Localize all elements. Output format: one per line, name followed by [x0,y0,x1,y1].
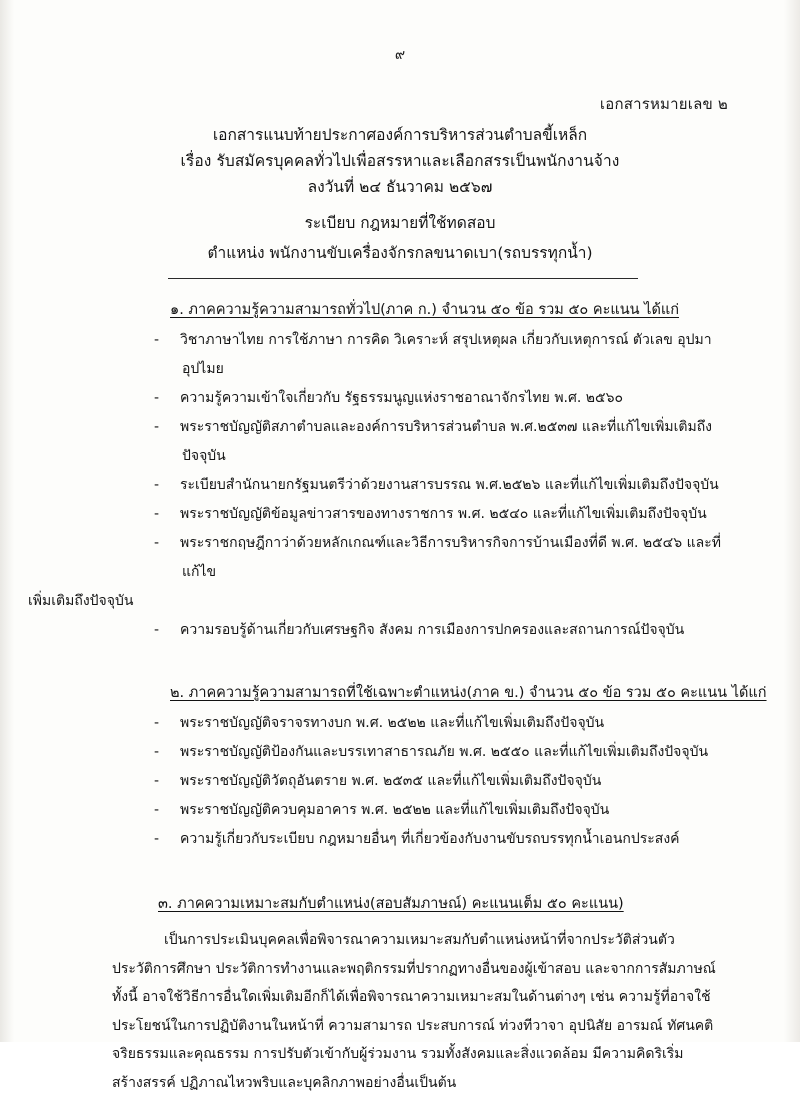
list-item-text: ความรอบรู้ด้านเกี่ยวกับเศรษฐกิจ สังคม การเมืองการปกครองและสถานการณ์ปัจจุบัน [180,622,685,638]
list-item-text: พระราชกฤษฎีกาว่าด้วยหลักเกณฑ์และวิธีการบริหารกิจการบ้านเมืองที่ดี พ.ศ. ๒๕๔๖ และที่แก้ไข [180,535,721,580]
bullet-dash: - [154,332,160,348]
list-item [98,796,738,825]
list-item-text: ความรู้เกี่ยวกับระเบียบ กฎหมายอื่นๆ ที่เกี่ยวข้องกับงานขับรถบรรทุกน้ำเอนกประสงค์ [180,831,680,847]
bullet-dash: - [154,622,160,638]
bullet-dash: - [154,535,160,551]
list-item-text: พระราชบัญญัติป้องกันและบรรเทาสาธารณภัย พ.ศ. ๒๕๕๐ และที่แก้ไขเพิ่มเติมถึงปัจจุบัน [180,744,709,760]
list-item [98,767,738,796]
bullet-dash: - [154,831,160,847]
list-item-text: พระราชบัญญัติจราจรทางบก พ.ศ. ๒๕๒๒ และที่แก้ไขเพิ่มเติมถึงปัจจุบัน [180,715,605,731]
bullet-dash: - [154,506,160,522]
list-item [98,529,738,587]
list-item-text: พระราชบัญญัติสภาตำบลและองค์การบริหารส่วนตำบล พ.ศ.๒๕๓๗ และที่แก้ไขเพิ่มเติมถึงปัจจุบัน [180,419,712,464]
list-item-text: พระราชบัญญัติข้อมูลข่าวสารของทางราชการ พ.ศ. ๒๕๔๐ และที่แก้ไขเพิ่มเติมถึงปัจจุบัน [180,506,707,522]
section-heading-2: ๒. ภาคความรู้ความสามารถที่ใช้เฉพาะตำแหน่ง(ภาค ข.) จำนวน ๕๐ ข้อ รวม ๕๐ คะแนน ได้แก่ [170,685,767,701]
document-code: เอกสารหมายเลข ๒ [599,95,728,113]
bullet-dash: - [154,773,160,789]
list-item [98,471,738,500]
section-3-paragraph: เป็นการประเมินบุคคลเพื่อพิจารณาความเหมาะสมกับตำแหน่งหน้าที่จากประวัติส่วนตัว ประวัติการศึกษา ประวัติการทำงานและพฤติกรรมที่ปรากฏทางอื่นของผู้เข้าสอบ และจากการสัมภาษณ์ ทั้งนี้ อาจใช้วิธีการอื่นใดเพิ่มเติมอีกก็ได้เพื่อพิจารณาความเหมาะสมในด้านต่างๆ เช่น ความรู้ที่อาจใช้ประโยชน์ในการปฏิบัติงานในหน้าที่ ความสามารถ ประสบการณ์ ท่วงทีวาจา อุปนิสัย อารมณ์ ทัศนคติ จริยธรรมและคุณธรรม การปรับตัวเข้ากับผู้ร่วมงาน รวมทั้งสังคมและสิ่งแวดล้อม มีความคิดริเริ่มสร้างสรรค์ ปฏิภาณไหวพริบและบุคลิกภาพอย่างอื่นเป็นต้น [112,932,716,1091]
bullet-dash: - [154,715,160,731]
list-item [98,500,738,529]
list-item [98,384,738,413]
list-item [98,709,738,738]
document-subtitle [0,208,800,268]
list-item-text: พระราชบัญญัติควบคุมอาคาร พ.ศ. ๒๕๒๒ และที่แก้ไขเพิ่มเติมถึงปัจจุบัน [180,802,610,818]
section-1-list [98,326,738,587]
section-1-list-tail [98,616,738,645]
document-body [28,296,767,1097]
section-2-list [98,709,738,854]
subtitle-line-2: ตำแหน่ง พนักงานขับเครื่องจักรกลขนาดเบา(รถบรรทุกน้ำ) [207,244,593,262]
list-item-text: วิชาภาษาไทย การใช้ภาษา การคิด วิเคราะห์ สรุปเหตุผล เกี่ยวกับเหตุการณ์ ตัวเลข อุปมาอุปไมย [180,332,712,377]
list-item [98,738,738,767]
title-line-2: เรื่อง รับสมัครบุคคลทั่วไปเพื่อสรรหาและเลือกสรรเป็นพนักงานจ้าง [180,152,620,170]
list-item [98,825,738,854]
bullet-dash: - [154,744,160,760]
list-item [98,413,738,471]
list-item-text: ความรู้ความเข้าใจเกี่ยวกับ รัฐธรรมนูญแห่งราชอาณาจักรไทย พ.ศ. ๒๕๖๐ [180,390,624,406]
title-line-1: เอกสารแนบท้ายประกาศองค์การบริหารส่วนตำบลขี้เหล็ก [212,126,588,144]
bullet-dash: - [154,477,160,493]
section-heading-1: ๑. ภาคความรู้ความสามารถทั่วไป(ภาค ก.) จำนวน ๕๐ ข้อ รวม ๕๐ คะแนน ได้แก่ [170,302,679,318]
title-line-3: ลงวันที่ ๒๔ ธันวาคม ๒๕๖๗ [307,178,493,196]
list-item-text: ระเบียบสำนักนายกรัฐมนตรีว่าด้วยงานสารบรรณ พ.ศ.๒๕๒๖ และที่แก้ไขเพิ่มเติมถึงปัจจุบัน [180,477,719,493]
document-title [0,122,800,200]
horizontal-divider [168,278,638,279]
section-heading-3: ๓. ภาคความเหมาะสมกับตำแหน่ง(สอบสัมภาษณ์) คะแนนเต็ม ๕๐ คะแนน) [158,896,624,912]
subtitle-line-1: ระเบียบ กฎหมายที่ใช้ทดสอบ [304,214,496,232]
bullet-dash: - [154,802,160,818]
bullet-dash: - [154,419,160,435]
list-item [98,616,738,645]
list-item [98,326,738,384]
bullet-dash: - [154,390,160,406]
list-item-text: พระราชบัญญัติวัตถุอันตราย พ.ศ. ๒๕๓๕ และที่แก้ไขเพิ่มเติมถึงปัจจุบัน [180,773,602,789]
page-number: ๙ [394,47,406,63]
section-1-continued-line: เพิ่มเติมถึงปัจจุบัน [28,593,134,609]
